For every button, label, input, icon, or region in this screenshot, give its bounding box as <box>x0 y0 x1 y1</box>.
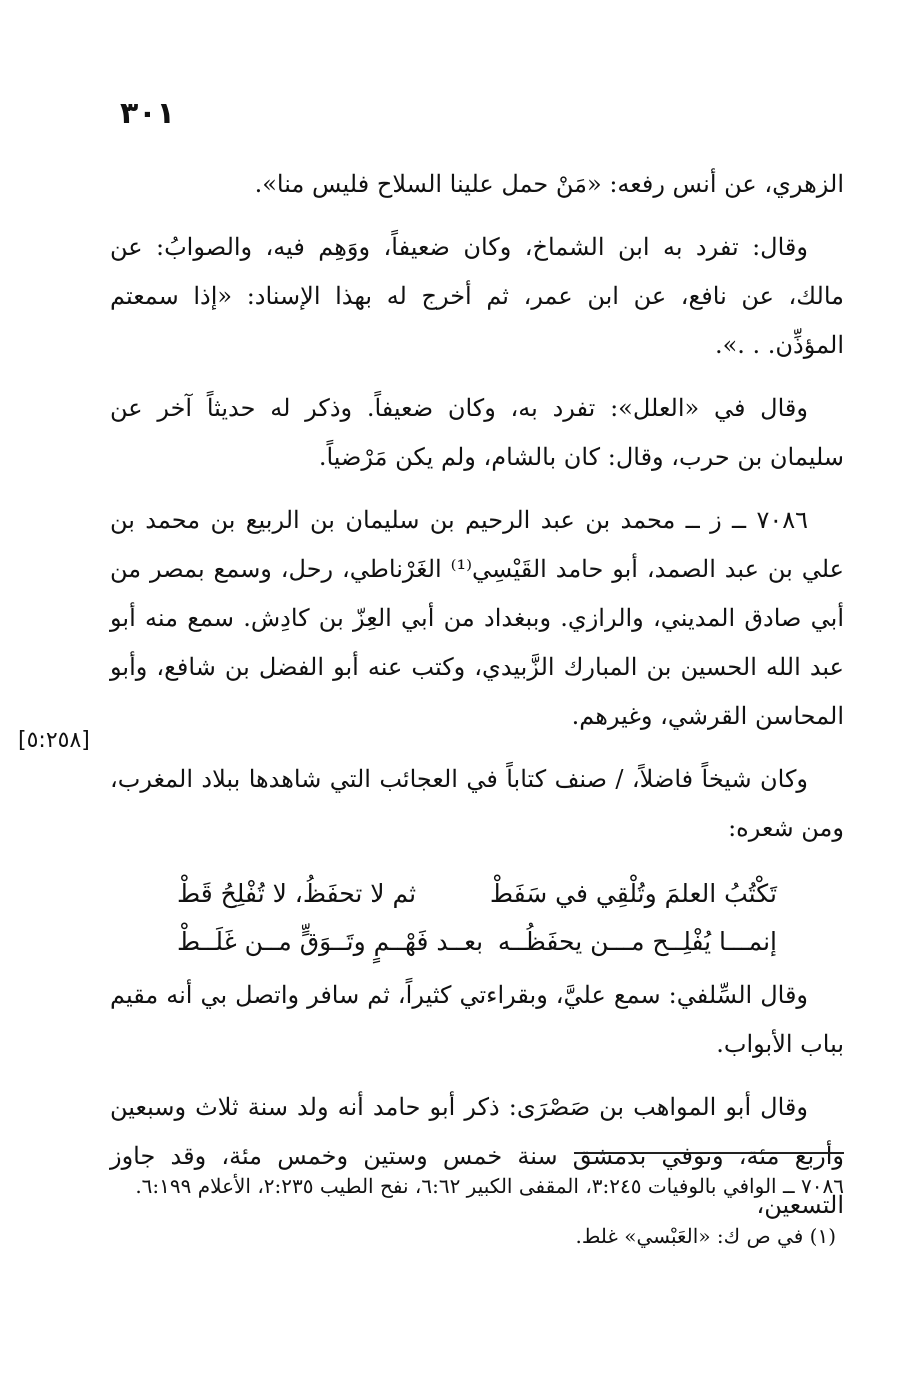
source-note: ٧٠٨٦ ــ الوافي بالوفيات ٣:٢٤٥، المقفى الكبير ٦:٦٢، نفح الطيب ٢:٢٣٥، الأعلام ٦:١٩٩. <box>135 1174 844 1198</box>
main-text <box>110 160 844 1244</box>
verse-1-second-hemistich: ثم لا تحفَظُ، لا تُفْلِحُ قَطْ <box>177 879 417 908</box>
paragraph: وقال أبو المواهب بن صَصْرَى: ذكر أبو حامد أنه ولد سنة ثلاث وسبعين وأربع مئة، وتوفي بدمشق سنة خمس وستين وخمس مئة، وقد جاوز التسعين، <box>110 1093 844 1219</box>
biography-entry: ٧٠٨٦ ــ ز ــ محمد بن عبد الرحيم بن سليمان بن الربيع بن محمد بن علي بن عبد الصمد، أبو حامد القَيْسِي⁽¹⁾ الغَرْناطي، رحل، وسمع بمصر من أبي صادق المديني، والرازي. وببغداد من أبي العِزّ بن كادِش. سمع منه أبو عبد الله الحسين بن المبارك الزَّبيدي، وكتب عنه أبو الفضل بن شافع، وأبو المحاسن القرشي، وغيرهم. <box>110 506 844 730</box>
verse-1-first-hemistich: تَكْتُبُ العلمَ وتُلْقِي في سَفَطْ <box>489 879 777 908</box>
verse-2-first-hemistich: إنمـــا يُفْلِــح مـــن يحفَظُــه <box>497 927 777 956</box>
page-number: ٣٠١ <box>120 96 175 131</box>
margin-reference: [٥:٢٥٨] <box>18 728 90 753</box>
paragraph: الزهري، عن أنس رفعه: «مَنْ حمل علينا السلاح فليس منا». <box>254 170 844 198</box>
paragraph: وقال: تفرد به ابن الشماخ، وكان ضعيفاً، ووَهِم فيه، والصوابُ: عن مالك، عن نافع، عن ابن عمر، ثم أخرج له بهذا الإسناد: «إذا سمعتم المؤذِّن. . .». <box>110 233 844 359</box>
poem <box>177 867 777 971</box>
footnote-divider <box>574 1152 844 1154</box>
footnote: (١) في ص ك: «العَبْسي» غلط. <box>575 1224 836 1248</box>
footnotes <box>110 1164 844 1258</box>
paragraph: وقال السِّلفي: سمع عليَّ، وبقراءتي كثيراً، ثم سافر واتصل بي أنه مقيم بباب الأبواب. <box>110 981 844 1058</box>
paragraph: وقال في «العلل»: تفرد به، وكان ضعيفاً. وذكر له حديثاً آخر عن سليمان بن حرب، وقال: كان بالشام، ولم يكن مَرْضياً. <box>110 394 844 471</box>
paragraph: وكان شيخاً فاضلاً، / صنف كتاباً في العجائب التي شاهدها ببلاد المغرب، ومن شعره: <box>110 765 844 842</box>
verse-2-second-hemistich: بعــد فَهْــمٍ وتَــوَقٍّ مــن غَلَــطْ <box>177 927 484 956</box>
